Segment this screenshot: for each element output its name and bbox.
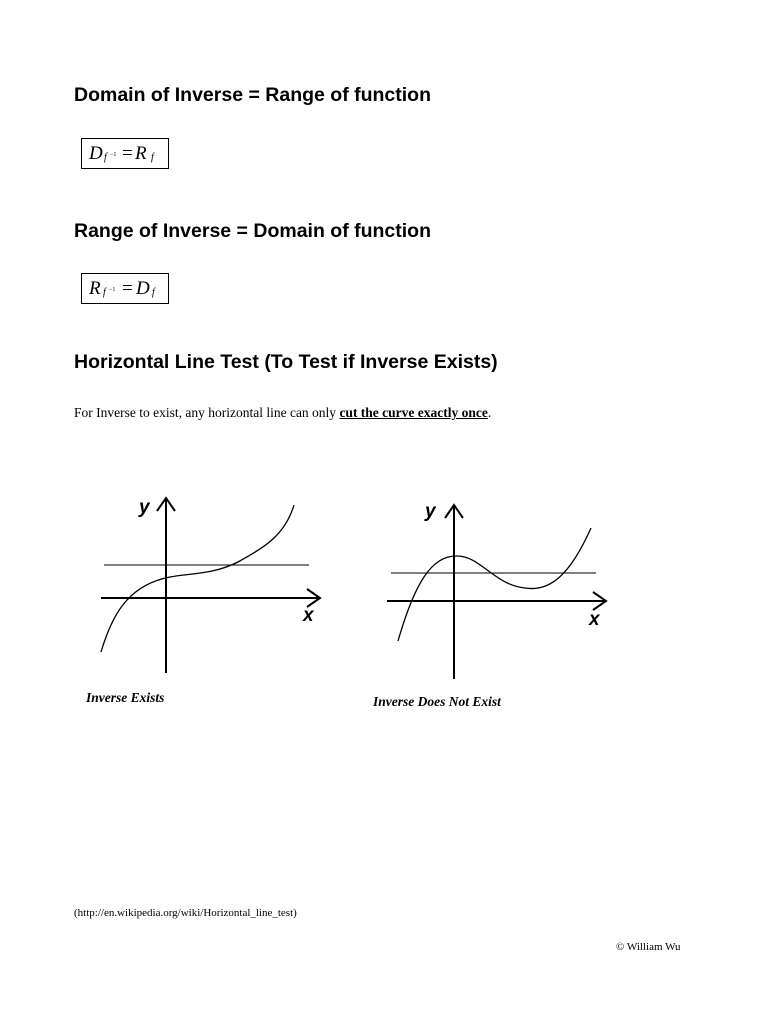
- x-axis-label: x: [589, 609, 600, 630]
- paragraph-emphasis: cut the curve exactly once: [339, 405, 488, 420]
- formula-rhs-sub: f: [151, 152, 154, 163]
- formula-lhs-sup: −1: [110, 152, 117, 158]
- caption-inverse-exists: Inverse Exists: [86, 690, 165, 705]
- y-axis: [445, 505, 463, 679]
- x-axis-label: x: [303, 605, 314, 626]
- formula-lhs-sup: −1: [109, 287, 116, 293]
- y-axis-label: y: [425, 501, 436, 522]
- formula-lhs-sub: f: [103, 287, 106, 298]
- formula-rhs-sub: f: [152, 287, 155, 298]
- formula-lhs-sub: f: [104, 152, 107, 163]
- heading-horizontal-line-test: Horizontal Line Test (To Test if Inverse Exists): [74, 351, 498, 373]
- formula-rhs: R: [135, 143, 147, 164]
- formula-eq: =: [122, 278, 133, 299]
- formula-lhs: D: [89, 143, 103, 164]
- heading-domain-of-inverse: Domain of Inverse = Range of function: [74, 84, 431, 106]
- paragraph-text: For Inverse to exist, any horizontal line can only: [74, 405, 340, 420]
- y-axis-label: y: [139, 497, 150, 518]
- paragraph-end: .: [487, 405, 492, 420]
- heading-range-of-inverse: Range of Inverse = Domain of function: [74, 220, 431, 242]
- formula-lhs: R: [89, 278, 101, 299]
- cubic-curve: [398, 528, 591, 641]
- formula-rhs: D: [136, 278, 150, 299]
- source-link[interactable]: (http://en.wikipedia.org/wiki/Horizontal_line_test): [74, 907, 297, 919]
- caption-inverse-not-exist: Inverse Does Not Exist: [373, 694, 501, 709]
- formula-eq: =: [122, 143, 133, 164]
- copyright-notice: © William Wu: [616, 941, 681, 953]
- x-axis: [387, 592, 606, 610]
